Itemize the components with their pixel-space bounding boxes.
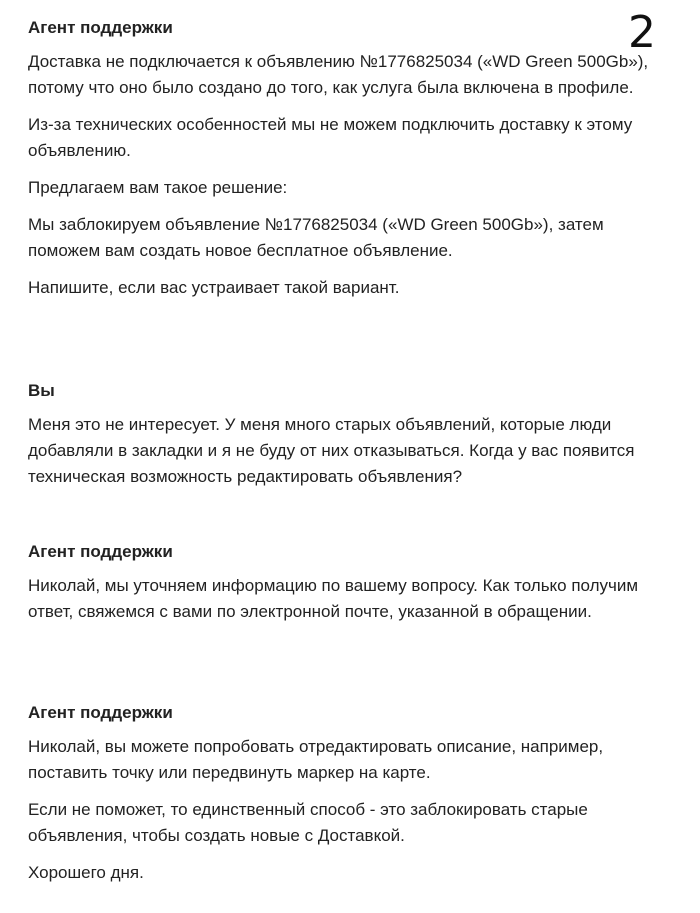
message-paragraph: Мы заблокируем объявление №1776825034 («WD Green 500Gb»), затем поможем вам создать новое бесплатное объявление. — [28, 215, 604, 260]
message-paragraph: Из-за технических особенностей мы не можем подключить доставку к этому объявлению. — [28, 115, 633, 160]
message-paragraph: Меня это не интересует. У меня много старых объявлений, которые люди добавляли в закладки и я не буду от них отказываться. Когда у вас появится техническая возможность редактировать объявления? — [28, 415, 635, 486]
message-paragraph: Если не поможет, то единственный способ - это заблокировать старые объявления, чтобы создать новые с Доставкой. — [28, 800, 588, 845]
message-sender: Агент поддержки — [28, 703, 173, 722]
message-paragraph: Напишите, если вас устраивает такой вариант. — [28, 278, 400, 297]
message-paragraph: Николай, мы уточняем информацию по вашему вопросу. Как только получим ответ, свяжемся с вами по электронной почте, указанной в обращении. — [28, 576, 639, 621]
message-sender: Агент поддержки — [28, 542, 173, 561]
message-support-2 — [28, 541, 668, 625]
message-sender: Вы — [28, 381, 55, 400]
message-paragraph: Хорошего дня. — [28, 863, 144, 882]
page-number: 2 — [628, 7, 656, 58]
message-paragraph: Николай, вы можете попробовать отредактировать описание, например, поставить точку или передвинуть маркер на карте. — [28, 737, 604, 782]
message-support-1 — [28, 17, 668, 312]
message-paragraph: Предлагаем вам такое решение: — [28, 178, 288, 197]
message-user — [28, 380, 668, 490]
message-sender: Агент поддержки — [28, 18, 173, 37]
message-support-3 — [28, 702, 668, 897]
message-paragraph: Доставка не подключается к объявлению №1776825034 («WD Green 500Gb»), потому что оно было создано до того, как услуга была включена в профиле. — [28, 52, 649, 97]
